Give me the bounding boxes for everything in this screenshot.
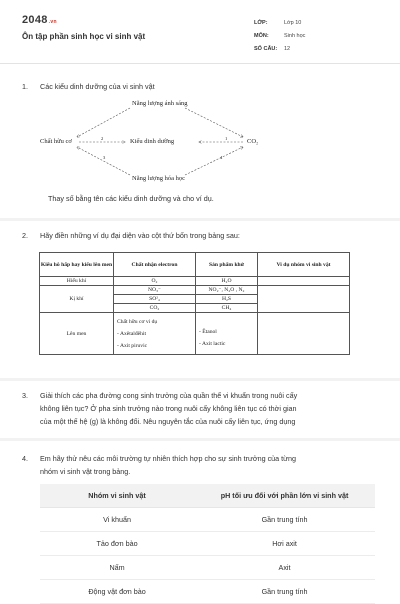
question-1-caption: Thay số bằng tên các kiểu dinh dưỡng và cho ví dụ. (48, 194, 214, 203)
meta-row-subject (254, 29, 305, 42)
logo-suffix: .vn (48, 19, 57, 25)
cell-line: - Axit lactic (199, 340, 226, 347)
meta-row-count (254, 42, 305, 55)
section-divider (0, 438, 400, 441)
diagram-node-light-energy: Năng lượng ánh sáng (132, 100, 188, 107)
cell-line: - Axit piruvic (117, 342, 148, 349)
arrow-light-to-co2 (185, 108, 243, 137)
table-cell: O₂ (114, 277, 196, 286)
header-divider (0, 63, 400, 64)
section-divider (0, 378, 400, 381)
site-logo[interactable] (22, 14, 57, 26)
table-cell: NO₂⁻, N₂O , N₂ (196, 286, 258, 295)
cell-line: - Êtanol (199, 328, 217, 335)
question-2 (22, 230, 382, 242)
meta-value: Sinh học (284, 32, 306, 39)
question-1 (22, 81, 382, 93)
cell-line: - Axêtalđêhit (117, 330, 147, 337)
diagram-label-2: 2 (101, 136, 104, 141)
table-cell: Tảo đơn bào (40, 532, 194, 556)
header (0, 0, 400, 62)
meta-row-class (254, 16, 305, 29)
table-cell (114, 313, 196, 355)
table-cell: Hiếu khí (40, 277, 114, 286)
table-cell: SO²₄ (114, 295, 196, 304)
meta-panel (254, 16, 305, 55)
answer-cell[interactable] (258, 313, 350, 355)
table-cell: Lên men (40, 313, 114, 355)
meta-label: SỐ CÂU: (254, 45, 278, 52)
table-cell: Gần trung tính (194, 508, 375, 532)
table-row (40, 286, 350, 295)
text-line: Giải thích các pha đường cong sinh trưởng của quần thể vi khuẩn trong nuôi cấy (40, 391, 298, 400)
question-number: 4. (22, 454, 28, 463)
section-divider (0, 218, 400, 221)
ph-table (40, 484, 375, 604)
table-header: Chất nhận electron (114, 253, 196, 277)
table-header: pH tối ưu đối với phần lớn vi sinh vật (194, 484, 375, 508)
question-3-text (40, 389, 365, 428)
table-cell (196, 313, 258, 355)
arrow-light-to-organic (77, 108, 130, 137)
table-header: Kiểu hô hấp hay kiểu lên men (40, 253, 114, 277)
table-row (40, 532, 375, 556)
arrow-chem-to-co2 (185, 147, 243, 175)
respiration-table (39, 252, 350, 355)
diagram-node-type: Kiểu dinh dưỡng (130, 138, 175, 145)
table-header: Nhóm vi sinh vật (40, 484, 194, 508)
text-line: Em hãy thử nêu các môi trường tự nhiên thích hợp cho sự sinh trưởng của từng (40, 454, 296, 463)
table-cell: CO₂ (114, 304, 196, 313)
question-3 (22, 390, 42, 402)
question-number: 2. (22, 231, 28, 240)
meta-value: Lớp 10 (284, 19, 302, 26)
question-4-text (40, 452, 365, 478)
table-cell: Hơi axit (194, 532, 375, 556)
table-header: Sản phẩm khử (196, 253, 258, 277)
table-header: Vi dụ nhóm vi sinh vật (258, 253, 350, 277)
logo-text: 2048 (22, 14, 48, 26)
table-cell: Gần trung tính (194, 580, 375, 604)
table-cell: Axit (194, 556, 375, 580)
cell-line: Chất hữu cơ vi dụ (117, 318, 158, 325)
text-line: nhóm vi sinh vật trong bảng. (40, 467, 131, 476)
question-text: Các kiểu dinh dưỡng của vi sinh vật (40, 82, 155, 91)
table-cell: H₂S (196, 295, 258, 304)
answer-cell[interactable] (258, 286, 350, 313)
table-cell: H₂O (196, 277, 258, 286)
meta-label: MÔN: (254, 32, 269, 39)
diagram-label-1: 1 (225, 136, 228, 141)
page-title: Ôn tập phần sinh học vi sinh vật (22, 32, 146, 41)
diagram-node-chemical-energy: Năng lượng hóa học (132, 175, 185, 182)
diagram-node-organic: Chất hữu cơ (40, 138, 72, 145)
answer-cell[interactable] (258, 277, 350, 286)
diagram-node-co2: CO₂ (247, 138, 259, 145)
table-header-row (40, 253, 350, 277)
table-cell: CH₄ (196, 304, 258, 313)
table-row (40, 556, 375, 580)
meta-label: LỚP: (254, 19, 268, 26)
question-number: 1. (22, 82, 28, 91)
table-row (40, 508, 375, 532)
meta-value: 12 (284, 45, 291, 52)
nutrition-diagram (35, 97, 275, 192)
text-line: của một thế hệ (g) là không đổi. Nêu nguyên tắc của nuôi cấy liên tục, ứng dụng (40, 417, 296, 426)
question-text: Hãy điền những ví dụ đại diện vào cột thứ bốn trong bảng sau: (40, 231, 240, 240)
table-cell: Vi khuẩn (40, 508, 194, 532)
arrow-chem-to-organic (77, 147, 130, 175)
question-4 (22, 453, 42, 465)
table-header-row (40, 484, 375, 508)
table-cell: Kị khí (40, 286, 114, 313)
diagram-label-4: 4 (220, 155, 223, 160)
table-cell: NO₃⁻ (114, 286, 196, 295)
diagram-label-3: 3 (103, 155, 106, 160)
question-number: 3. (22, 391, 28, 400)
table-row (40, 313, 350, 355)
table-cell: Nấm (40, 556, 194, 580)
table-row (40, 277, 350, 286)
table-cell: Động vật đơn bào (40, 580, 194, 604)
text-line: không liên tục? Ở pha sinh trưởng nào trong nuôi cấy không liên tục có thời gian (40, 404, 297, 413)
